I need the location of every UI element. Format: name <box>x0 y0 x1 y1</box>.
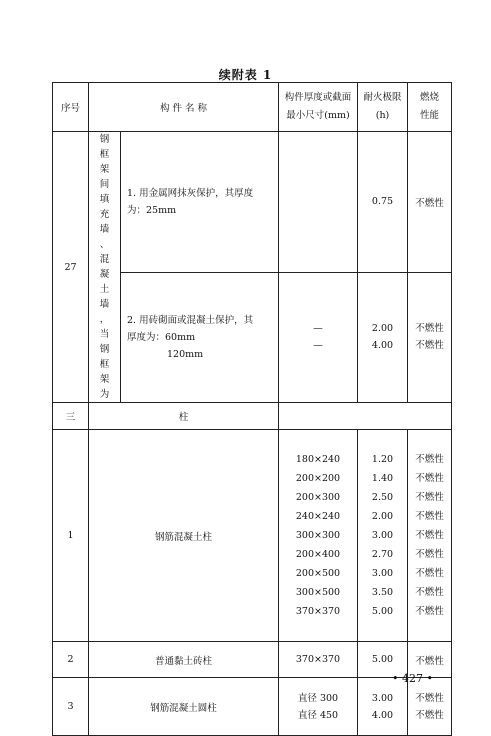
row27-item2-name <box>121 272 279 402</box>
row27-group-char: ， <box>99 314 110 325</box>
row3-comb <box>408 678 452 736</box>
header-size-line2: 最小尺寸(mm) <box>286 110 350 121</box>
row1-fire-value: 3.00 <box>371 530 394 541</box>
row2-size: 370×370 <box>279 642 358 678</box>
row27-group-char: 钢 <box>99 134 110 145</box>
section-blank <box>279 403 452 430</box>
row27-item1-line2: 为：25mm <box>127 204 177 216</box>
header-no: 序号 <box>53 83 89 132</box>
row1-size: 370×370 <box>295 606 341 617</box>
row1-fire-value: 2.70 <box>371 549 394 560</box>
row27-item2-comb-value: 不燃性 <box>415 323 444 335</box>
table-header-row <box>53 83 452 132</box>
row27-group-char: 填 <box>99 194 110 205</box>
row27-group-char: 凝 <box>99 269 110 280</box>
row3-name: 钢筋混凝土圆柱 <box>89 678 279 736</box>
row27-item1-line1: 1. 用金属网抹灰保护，其厚度 <box>127 187 254 199</box>
header-comb <box>408 83 452 132</box>
row1-comb-value: 不燃性 <box>415 606 444 617</box>
row1-sizes <box>279 430 358 642</box>
row3-fire-value: 3.00 <box>371 692 394 704</box>
row27-group-char: 间 <box>99 179 110 190</box>
row3-comb-value: 不燃性 <box>415 692 444 704</box>
row1-fire <box>358 430 408 642</box>
row1-size: 300×500 <box>295 587 341 598</box>
header-size-line1: 构件厚度或截面 <box>284 92 352 103</box>
row27-item1-comb: 不燃性 <box>408 132 452 273</box>
row27-group-char: 混 <box>99 254 110 265</box>
row1-fire-value: 1.20 <box>371 454 394 465</box>
row27-item1-fire: 0.75 <box>358 132 408 273</box>
table-row <box>53 678 452 736</box>
row27-group-char: 架 <box>99 374 110 385</box>
header-fire-line1: 耐火极限 <box>363 92 402 103</box>
row27-group-char: 、 <box>99 239 110 250</box>
row1-comb-value: 不燃性 <box>415 511 444 522</box>
row27-item2-comb-value: 不燃性 <box>415 340 444 352</box>
row1-comb <box>408 430 452 642</box>
row27-group-char: 钢 <box>99 344 110 355</box>
row27-group-char: 为 <box>99 389 110 400</box>
row27-item2-line3: 120mm <box>167 348 204 360</box>
row3-size: 直径 300 <box>297 692 339 704</box>
row27-item2-sizes <box>279 272 358 402</box>
row1-size: 200×200 <box>295 473 341 484</box>
row1-size: 200×400 <box>295 549 341 560</box>
row1-fire-value: 1.40 <box>371 473 394 484</box>
row27-group-char: 土 <box>99 284 110 295</box>
row1-size: 200×500 <box>295 568 341 579</box>
row1-comb-value: 不燃性 <box>415 568 444 579</box>
row27-item2-fire-value: 2.00 <box>371 323 394 335</box>
row27-group-char: 架 <box>99 164 110 175</box>
row27-group-char: 墙 <box>99 299 110 310</box>
header-fire-line2: (h) <box>375 110 390 121</box>
row27-item2-line1: 2. 用砖砌面或混凝土保护，其 <box>127 314 254 326</box>
section-no: 三 <box>53 403 89 430</box>
row1-fire-value: 2.50 <box>371 492 394 503</box>
row3-size: 直径 450 <box>297 709 339 721</box>
header-name: 构 件 名 称 <box>89 83 279 132</box>
row27-item1-size <box>279 132 358 273</box>
row1-fire-value: 5.00 <box>371 606 394 617</box>
table-row <box>53 430 452 642</box>
row27-group-char: 框 <box>99 149 110 160</box>
row3-no: 3 <box>53 678 89 736</box>
row3-fire <box>358 678 408 736</box>
row27-group-vertical-text <box>98 132 112 402</box>
fire-resistance-table <box>52 82 452 736</box>
row3-sizes <box>279 678 358 736</box>
table-row <box>53 132 452 273</box>
row27-item2-fire <box>358 272 408 402</box>
row3-fire-value: 4.00 <box>371 709 394 721</box>
row1-comb-value: 不燃性 <box>415 530 444 541</box>
row1-size: 180×240 <box>295 454 341 465</box>
row1-size: 240×240 <box>295 511 341 522</box>
section-name: 柱 <box>89 403 279 430</box>
row27-group <box>89 132 121 403</box>
row3-comb-value: 不燃性 <box>415 709 444 721</box>
row1-size: 300×300 <box>295 530 341 541</box>
row27-item1-name <box>121 132 279 273</box>
header-size <box>279 83 358 132</box>
row2-name: 普通黏土砖柱 <box>89 642 279 678</box>
row27-group-char: 当 <box>99 329 110 340</box>
row27-item2-comb <box>408 272 452 402</box>
row1-comb-value: 不燃性 <box>415 492 444 503</box>
row2-no: 2 <box>53 642 89 678</box>
row1-fire-value: 3.50 <box>371 587 394 598</box>
row1-comb-value: 不燃性 <box>415 454 444 465</box>
row2-fire: 5.00 <box>358 642 408 678</box>
row1-name: 钢筋混凝土柱 <box>89 430 279 642</box>
row1-fire-value: 3.00 <box>371 568 394 579</box>
row27-group-char: 墙 <box>99 224 110 235</box>
row27-item2-size: — <box>313 323 323 335</box>
row1-no: 1 <box>53 430 89 642</box>
row1-comb-value: 不燃性 <box>415 587 444 598</box>
header-comb-line1: 燃烧 <box>419 92 439 103</box>
row1-size: 200×300 <box>295 492 341 503</box>
header-comb-line2: 性能 <box>419 110 439 121</box>
row1-comb-value: 不燃性 <box>415 473 444 484</box>
row1-fire-value: 2.00 <box>371 511 394 522</box>
header-fire <box>358 83 408 132</box>
row27-item2-line2: 厚度为：60mm <box>127 331 196 343</box>
table-title: 续附表 1 <box>218 68 273 82</box>
row27-group-char: 框 <box>99 359 110 370</box>
row27-item2-fire-value: 4.00 <box>371 340 394 352</box>
section-row <box>53 403 452 430</box>
row27-item2-size: — <box>313 340 323 352</box>
row2-comb: 不燃性 <box>408 642 452 678</box>
row1-comb-value: 不燃性 <box>415 549 444 560</box>
row27-group-char: 充 <box>99 209 110 220</box>
page-number: • 427 • <box>392 672 433 685</box>
row27-no: 27 <box>53 132 89 403</box>
